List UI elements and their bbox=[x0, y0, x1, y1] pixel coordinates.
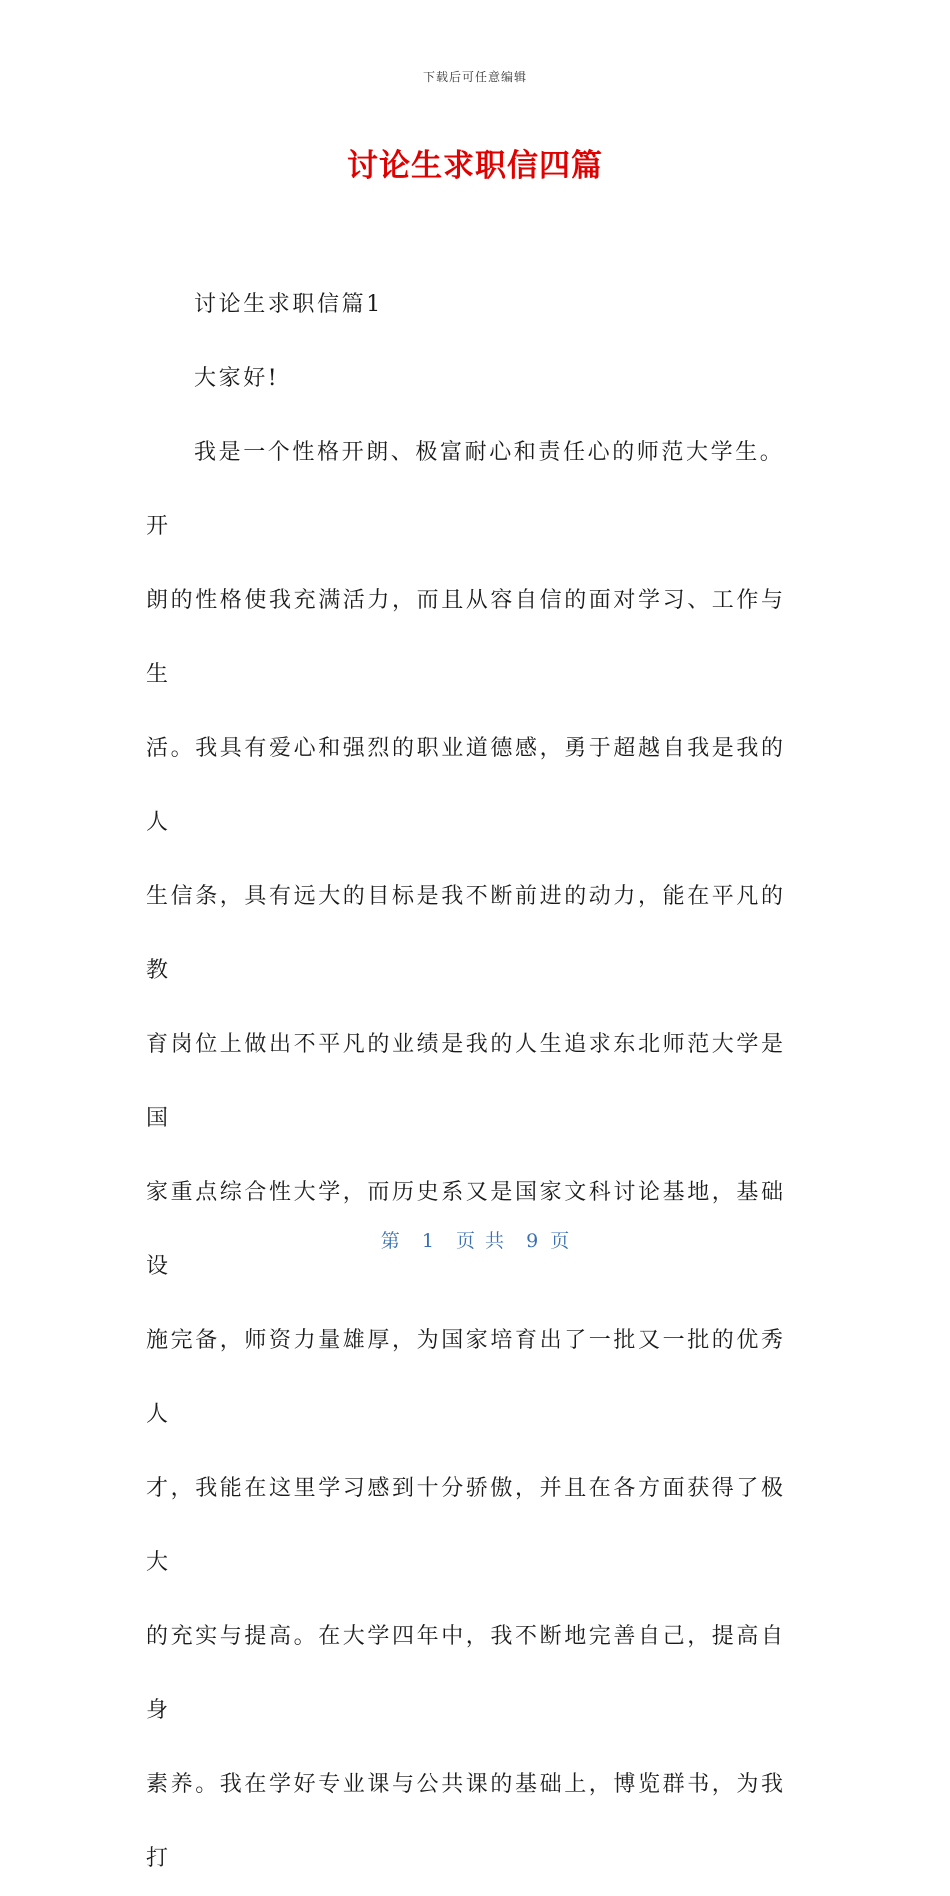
body-line: 朗的性格使我充满活力，而且从容自信的面对学习、工作与生 bbox=[146, 588, 786, 687]
body-line: 我是一个性格开朗、极富耐心和责任心的师范大学生。开 bbox=[146, 440, 785, 539]
body-line: 的充实与提高。在大学四年中，我不断地完善自己，提高自身 bbox=[146, 1624, 786, 1723]
total-pages-number: 9 bbox=[526, 1230, 539, 1252]
document-title: 讨论生求职信四篇 bbox=[347, 148, 603, 184]
page-label-mid: 页 共 bbox=[456, 1230, 505, 1252]
body-line: 育岗位上做出不平凡的业绩是我的人生追求东北师范大学是国 bbox=[146, 1032, 786, 1131]
greeting: 大家好! bbox=[194, 366, 280, 391]
current-page-number: 1 bbox=[421, 1230, 434, 1252]
body-line: 才，我能在这里学习感到十分骄傲，并且在各方面获得了极大 bbox=[146, 1476, 786, 1575]
body-line: 生信条，具有远大的目标是我不断前进的动力，能在平凡的教 bbox=[146, 884, 786, 983]
page-label-prefix: 第 bbox=[380, 1230, 400, 1252]
body-line: 施完备，师资力量雄厚，为国家培育出了一批又一批的优秀人 bbox=[146, 1328, 786, 1427]
document-body bbox=[146, 268, 798, 1896]
page-label-suffix: 页 bbox=[550, 1230, 570, 1252]
body-line: 素养。我在学好专业课与公共课的基础上，博览群书，为我打 bbox=[146, 1772, 786, 1871]
page-footer bbox=[0, 1226, 950, 1253]
body-line: 活。我具有爱心和强烈的职业道德感，勇于超越自我是我的人 bbox=[146, 736, 786, 835]
body-line: 家重点综合性大学，而历史系又是国家文科讨论基地，基础设 bbox=[146, 1180, 786, 1279]
header-note: 下载后可任意编辑 bbox=[422, 70, 527, 84]
section-heading: 讨论生求职信篇1 bbox=[194, 292, 383, 317]
